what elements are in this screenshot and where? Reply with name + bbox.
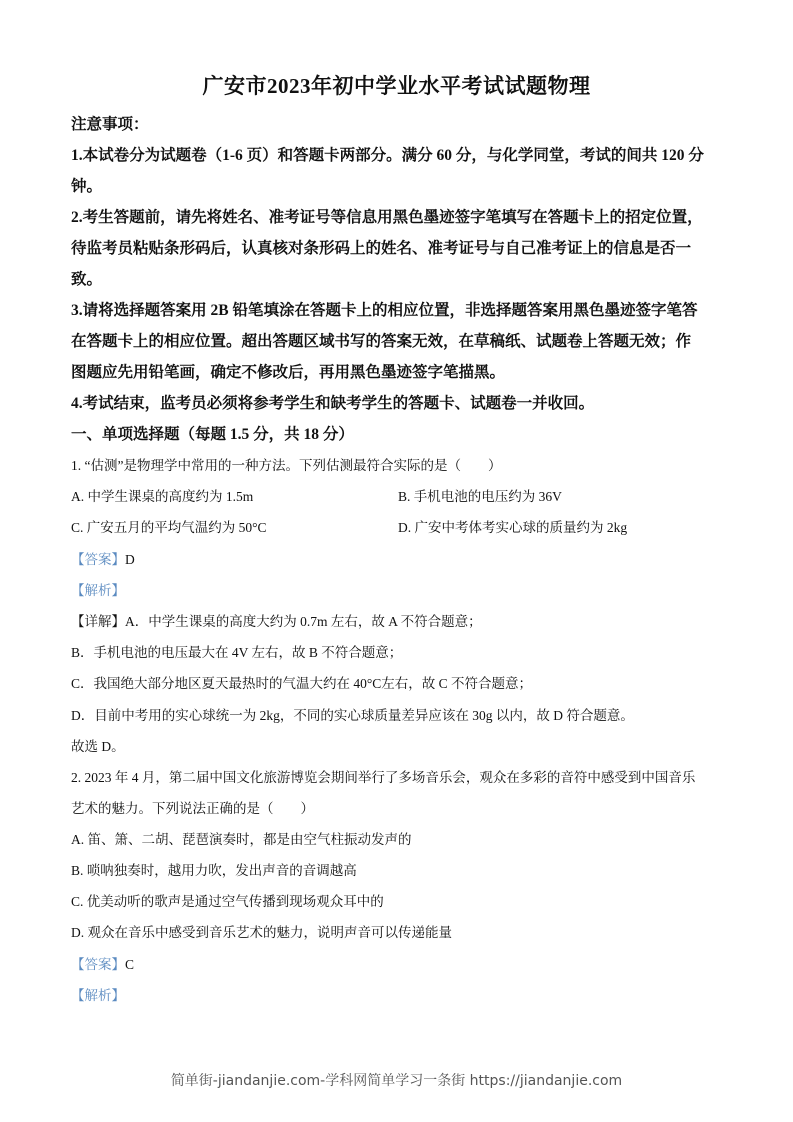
- detail-line: 【详解】A．中学生课桌的高度大约为 0.7m 左右，故 A 不符合题意；: [71, 614, 482, 629]
- question-stem: 1. “估测”是物理学中常用的一种方法。下列估测最符合实际的是（ ）: [71, 458, 502, 473]
- detail-line: C．我国绝大部分地区夏天最热时的气温大约在 40°C左右，故 C 不符合题意；: [71, 676, 533, 691]
- notice-heading: 注意事项：: [71, 116, 149, 133]
- answer-tag: 【答案】: [71, 552, 125, 567]
- option-b: B. 手机电池的电压约为 36V: [398, 489, 562, 504]
- page-title: 广安市2023年初中学业水平考试试题物理: [202, 74, 591, 98]
- option-d: D. 观众在音乐中感受到音乐艺术的魅力，说明声音可以传递能量: [71, 925, 452, 940]
- detail-line: D．目前中考用的实心球统一为 2kg，不同的实心球质量差异应该在 30g 以内，故 D 符合题意。: [71, 708, 634, 723]
- option-a: A. 笛、箫、二胡、琵琶演奏时，都是由空气柱振动发声的: [71, 832, 412, 847]
- answer-line: [71, 548, 135, 568]
- notice-line: 钟。: [71, 178, 103, 195]
- option-b: B. 唢呐独奏时，越用力吹，发出声音的音调越高: [71, 863, 357, 878]
- question-stem: 2. 2023 年 4 月，第二届中国文化旅游博览会期间举行了多场音乐会，观众在多彩的音符中感受到中国音乐: [71, 770, 696, 785]
- section-heading: 一、单项选择题（每题 1.5 分，共 18 分）: [71, 426, 354, 443]
- notice-line: 2.考生答题前，请先将姓名、准考证号等信息用黑色墨迹签字笔填写在答题卡上的招定位置，: [71, 209, 703, 226]
- footer-watermark: 简单街-jiandanjie.com-学科网简单学习一条街 https://jiandanjie.com: [170, 1073, 623, 1089]
- question-stem: 艺术的魅力。下列说法正确的是（ ）: [71, 801, 314, 816]
- answer-value: D: [125, 552, 135, 567]
- notice-line: 3.请将选择题答案用 2B 铅笔填涂在答题卡上的相应位置，非选择题答案用黑色墨迹签字笔答: [71, 302, 698, 319]
- notice-line: 4.考试结束，监考员必须将参考学生和缺考学生的答题卡、试题卷一并收回。: [71, 395, 595, 412]
- option-c: C. 广安五月的平均气温约为 50°C: [71, 520, 267, 535]
- conclusion-line: 故选 D。: [71, 739, 125, 754]
- analysis-tag: 【解析】: [71, 583, 125, 598]
- notice-line: 1.本试卷分为试题卷（1-6 页）和答题卡两部分。满分 60 分，与化学同堂，考试的间共 120 分: [71, 147, 704, 164]
- answer-value: C: [125, 957, 135, 972]
- option-a: A. 中学生课桌的高度约为 1.5m: [71, 489, 254, 504]
- notice-line: 在答题卡上的相应位置。超出答题区域书写的答案无效，在草稿纸、试题卷上答题无效；作: [71, 333, 692, 350]
- answer-line: [71, 953, 134, 973]
- option-d: D. 广安中考体考实心球的质量约为 2kg: [398, 520, 628, 535]
- option-c: C. 优美动听的歌声是通过空气传播到现场观众耳中的: [71, 894, 384, 909]
- notice-line: 待监考员粘贴条形码后，认真核对条形码上的姓名、准考证号与自己准考证上的信息是否一: [71, 240, 692, 257]
- notice-line: 致。: [71, 271, 103, 288]
- answer-tag: 【答案】: [71, 957, 125, 972]
- detail-line: B．手机电池的电压最大在 4V 左右，故 B 不符合题意；: [71, 645, 403, 660]
- analysis-tag: 【解析】: [71, 988, 125, 1003]
- notice-line: 图题应先用铅笔画，确定不修改后，再用黑色墨迹签字笔描黑。: [71, 364, 506, 381]
